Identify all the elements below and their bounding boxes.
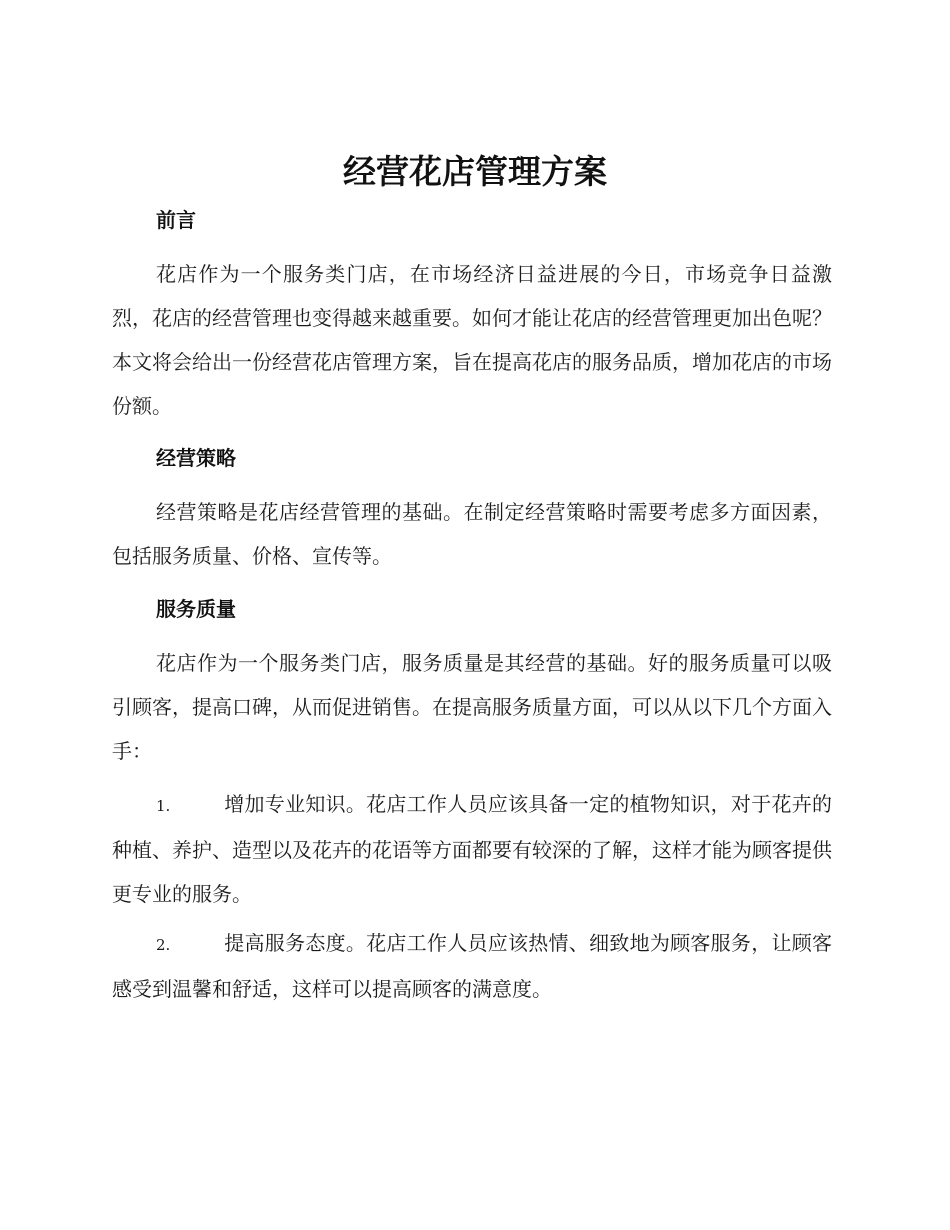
document-title: 经营花店管理方案 (343, 152, 607, 191)
section-heading-strategy: 经营策略 (156, 446, 236, 470)
strategy-paragraph: 经营策略是花店经营管理的基础。在制定经营策略时需要考虑多方面因素，包括服务质量、价格、宣传等。 (112, 500, 832, 568)
service-quality-paragraph: 花店作为一个服务类门店，服务质量是其经营的基础。好的服务质量可以吸引顾客，提高口碑，从而促进销售。在提高服务质量方面，可以从以下几个方面入手： (112, 651, 832, 763)
list-text-1: 增加专业知识。花店工作人员应该具备一定的植物知识，对于花卉的种植、养护、造型以及花卉的花语等方面都要有较深的了解，这样才能为顾客提供更专业的服务。 (112, 792, 832, 906)
list-number-1: 1. (156, 797, 171, 815)
list-item-2 (112, 921, 832, 1011)
list-text-2: 提高服务态度。花店工作人员应该热情、细致地为顾客服务，让顾客感受到温馨和舒适，这样可以提高顾客的满意度。 (112, 931, 832, 1001)
preface-paragraph: 花店作为一个服务类门店，在市场经济日益进展的今日，市场竞争日益激烈，花店的经营管理也变得越来越重要。如何才能让花店的经营管理更加出色呢？本文将会给出一份经营花店管理方案，旨在提高花店的服务品质，增加花店的市场份额。 (112, 262, 832, 418)
section-heading-service-quality: 服务质量 (156, 597, 236, 621)
list-number-2: 2. (156, 936, 171, 954)
section-heading-preface: 前言 (156, 208, 196, 232)
list-item-1 (112, 782, 832, 916)
